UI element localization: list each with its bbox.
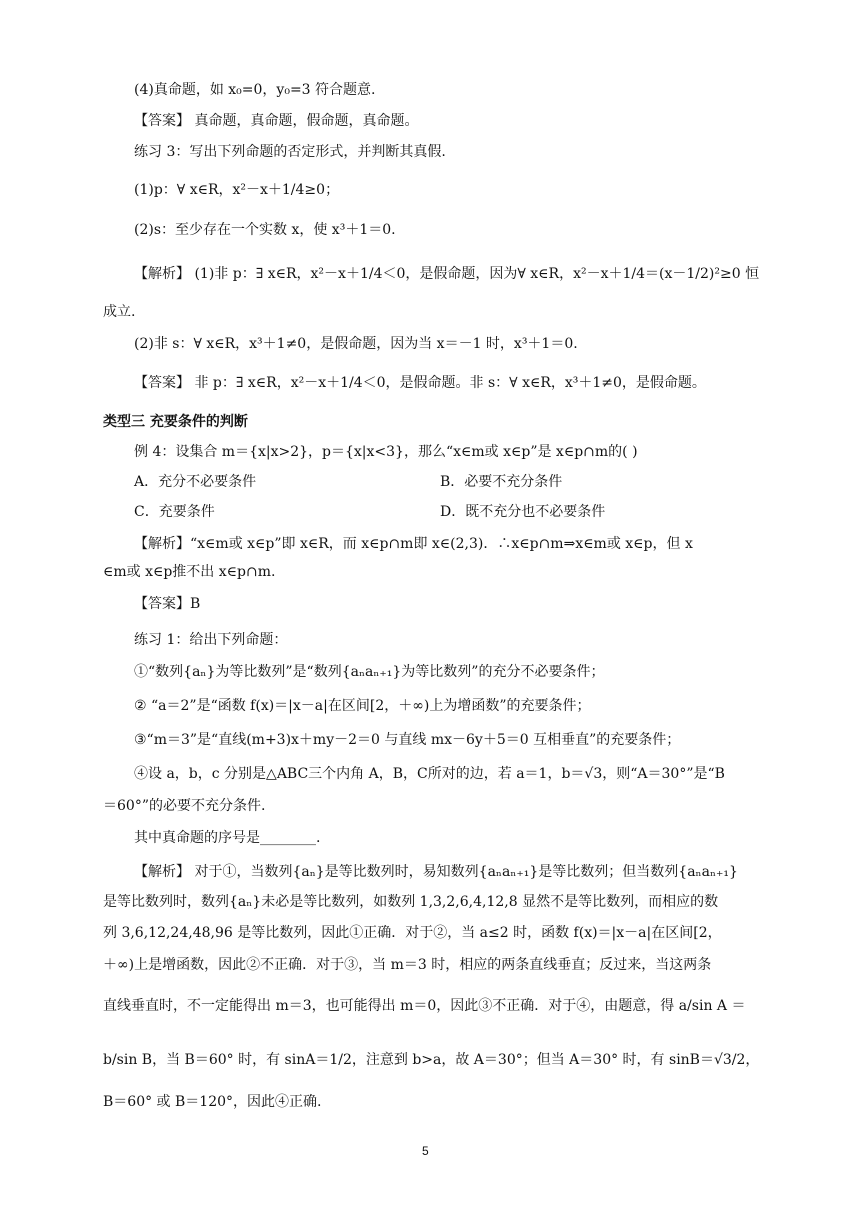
- answer-line: 【答案】 真命题，真命题，假命题，真命题。: [134, 113, 419, 129]
- section-heading: 类型三 充要条件的判断: [103, 414, 248, 430]
- option-b: B．必要不充分条件: [440, 474, 563, 490]
- text-line: (4)真命题，如 x₀=0，y₀=3 符合题意.: [134, 82, 376, 98]
- page-number: 5: [422, 1144, 429, 1158]
- text-line: 直线垂直时，不一定能得出 m＝3，也可能得出 m＝0，因此③不正确．对于④，由题意，得 a/sin A ＝: [103, 998, 746, 1014]
- answer-line: 【答案】B: [134, 596, 201, 612]
- exercise-title: 练习 1：给出下列命题：: [134, 632, 288, 648]
- answer-line: 【答案】 非 p：∃ x∈R，x²－x＋1/4＜0，是假命题。非 s：∀ x∈R，x³＋1≠0，是假命题。: [134, 375, 706, 391]
- proposition-3: ③“m＝3”是“直线(m+3)x＋my－2＝0 与直线 mx－6y＋5＝0 互相垂直”的充要条件；: [134, 732, 681, 748]
- text-line: (1)p：∀ x∈R，x²－x＋1/4≥0；: [134, 182, 340, 198]
- option-c: C．充要条件: [134, 504, 215, 520]
- text-line: (2)非 s：∀ x∈R，x³＋1≠0，是假命题，因为当 x＝－1 时，x³＋1＝0.: [134, 336, 578, 352]
- question-blank: 其中真命题的序号是________.: [134, 830, 321, 846]
- text-line: ＝60°”的必要不充分条件.: [103, 798, 266, 814]
- proposition-2: ② “a＝2”是“函数 f(x)＝|x－a|在区间[2，＋∞)上为增函数”的充要条件；: [134, 698, 591, 714]
- exercise-title: 练习 3：写出下列命题的否定形式，并判断其真假.: [134, 144, 446, 160]
- text-line: 列 3,6,12,24,48,96 是等比数列，因此①正确．对于②，当 a≤2 时，函数 f(x)＝|x－a|在区间[2，: [103, 925, 722, 941]
- analysis-line: 【解析】“x∈m或 x∈p”即 x∈R，而 x∈p∩m即 x∈(2,3)．∴x∈p∩m⇒x∈m或 x∈p，但 x: [134, 536, 693, 552]
- option-d: D．既不充分也不必要条件: [440, 504, 606, 520]
- option-a: A．充分不必要条件: [134, 474, 257, 490]
- proposition-1: ①“数列{aₙ}为等比数列”是“数列{aₙaₙ₊₁}为等比数列”的充分不必要条件；: [134, 664, 605, 680]
- text-line: 是等比数列时，数列{aₙ}未必是等比数列，如数列 1,3,2,6,4,12,8 显然不是等比数列，而相应的数: [103, 894, 719, 910]
- analysis-line: 【解析】 对于①，当数列{aₙ}是等比数列时，易知数列{aₙaₙ₊₁}是等比数列；但当数列{aₙaₙ₊₁}: [134, 864, 738, 880]
- analysis-line: 【解析】 (1)非 p：∃ x∈R，x²－x＋1/4＜0，是假命题，因为∀ x∈R，x²－x＋1/4＝(x－1/2)²≥0 恒: [134, 266, 760, 282]
- proposition-4: ④设 a，b，c 分别是△ABC三个内角 A，B，C所对的边，若 a＝1，b＝√3，则“A＝30°”是“B: [134, 766, 725, 782]
- text-line: ∈m或 x∈p推不出 x∈p∩m.: [103, 564, 276, 580]
- example-question: 例 4：设集合 m＝{x|x>2}，p＝{x|x<3}，那么“x∈m或 x∈p”是 x∈p∩m的( ): [134, 444, 638, 460]
- text-line: (2)s：至少存在一个实数 x，使 x³＋1＝0.: [134, 222, 396, 238]
- text-line: 成立.: [103, 304, 136, 320]
- text-line: B＝60° 或 B＝120°，因此④正确.: [103, 1094, 322, 1110]
- text-line: ＋∞)上是增函数，因此②不正确．对于③，当 m＝3 时，相应的两条直线垂直；反过来，当这两条: [103, 957, 712, 973]
- text-line: b/sin B，当 B＝60° 时，有 sinA＝1/2，注意到 b>a，故 A＝30°；但当 A＝30° 时，有 sinB＝√3/2，: [103, 1052, 760, 1068]
